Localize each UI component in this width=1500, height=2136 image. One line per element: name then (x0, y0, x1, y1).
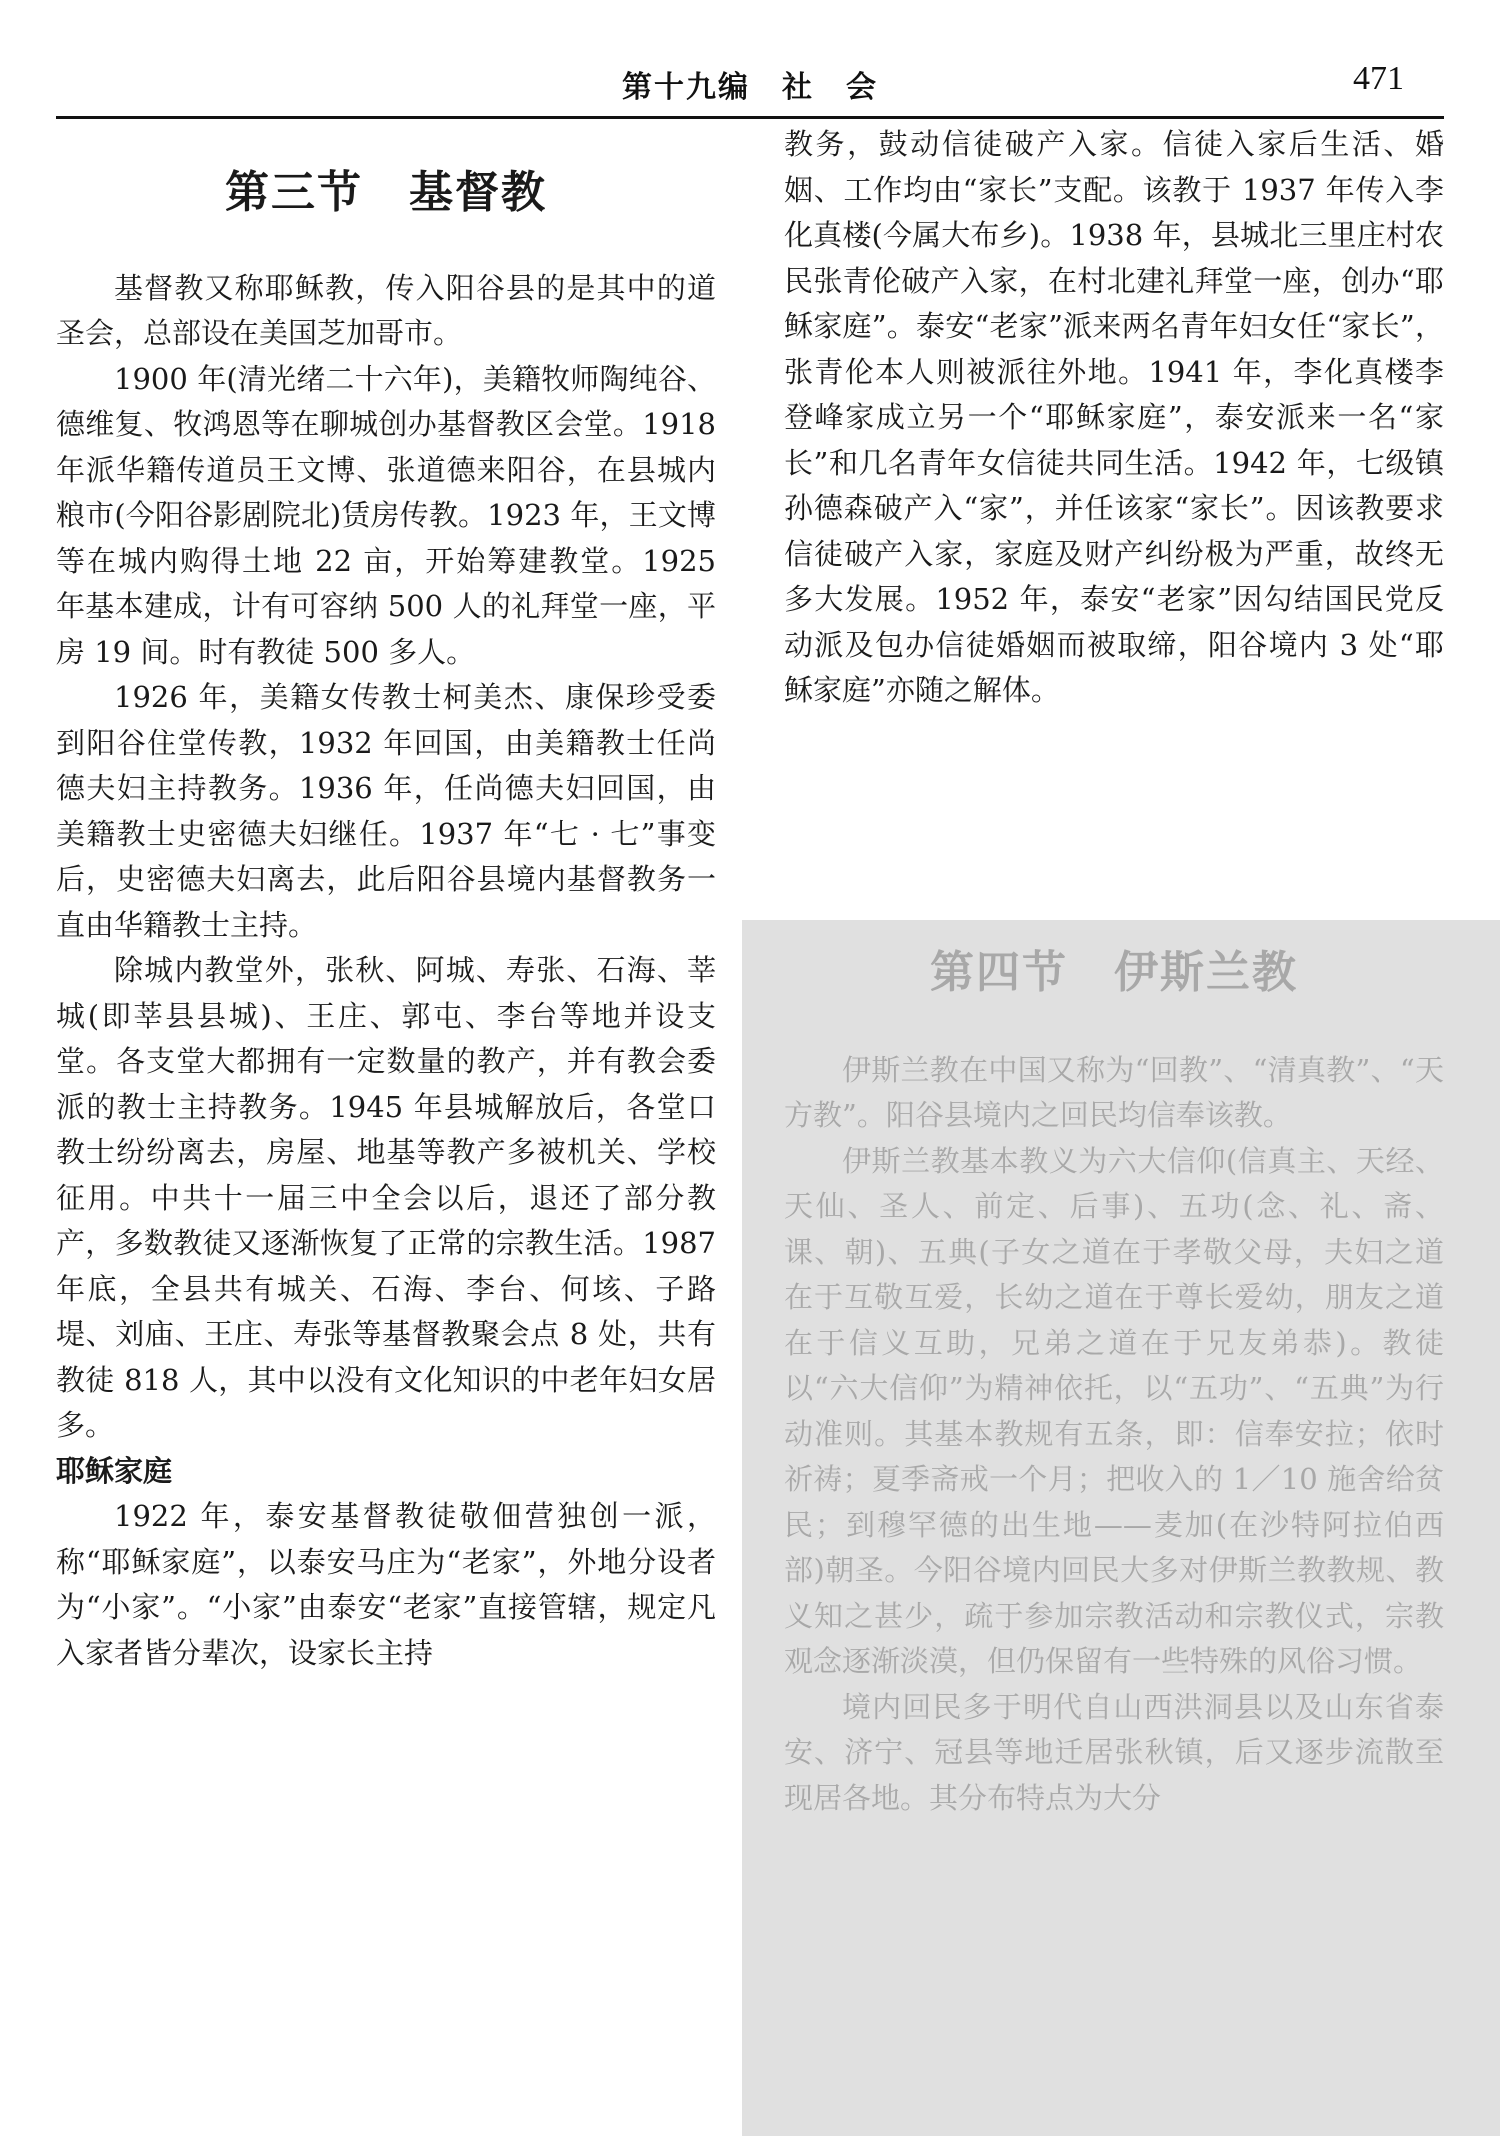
paragraph-continued: 教务，鼓动信徒破产入家。信徒入家后生活、婚姻、工作均由“家长”支配。该教于 1937 年传入李化真楼(今属大布乡)。1938 年，县城北三里庄村农民张青伦破产入家，在村北建礼拜堂一座，创办“耶稣家庭”。泰安“老家”派来两名青年妇女任“家长”，张青伦本人则被派往外地。1941 年，李化真楼李登峰家成立另一个“耶稣家庭”，泰安派来一名“家长”和几名青年女信徒共同生活。1942 年，七级镇孙德森破产入“家”，并任该家“家长”。因该教要求信徒破产入家，家庭及财产纠纷极为严重，故终无多大发展。1952 年，泰安“老家”因勾结国民党反动派及包办信徒婚姻而被取缔，阳谷境内 3 处“耶稣家庭”亦随之解体。 (784, 127, 1444, 707)
header-rule (56, 116, 1444, 119)
paragraph: 伊斯兰教在中国又称为“回教”、“清真教”、“天方教”。阳谷县境内之回民均信奉该教。 (784, 1052, 1444, 1132)
paragraph: 1922 年，泰安基督教徒敬佃营独创一派，称“耶稣家庭”，以泰安马庄为“老家”，外地分设者为“小家”。“小家”由泰安“老家”直接管辖，规定凡入家者皆分辈次，设家长主持 (56, 1499, 716, 1670)
page-number: 471 (1353, 60, 1404, 97)
paragraph: 伊斯兰教基本教义为六大信仰(信真主、天经、天仙、圣人、前定、后事)、五功(念、礼、斋、课、朝)、五典(子女之道在于孝敬父母，夫妇之道在于互敬互爱，长幼之道在于尊长爱幼，朋友之道在于信义互助，兄弟之道在于兄友弟恭)。教徒以“六大信仰”为精神依托，以“五功”、“五典”为行动准则。其基本教规有五条，即：信奉安拉；依时祈祷；夏季斋戒一个月；把收入的 1／10 施舍给贫民；到穆罕德的出生地——麦加(在沙特阿拉伯西部)朝圣。今阳谷境内回民大多对伊斯兰教教规、教义知之甚少，疏于参加宗教活动和宗教仪式，宗教观念逐渐淡漠，但仍保留有一些特殊的风俗习惯。 (784, 1143, 1444, 1678)
section-title-christianity: 第三节 基督教 (225, 167, 547, 218)
paragraph: 境内回民多于明代自山西洪洞县以及山东省泰安、济宁、冠县等地迁居张秋镇，后又逐步流散至现居各地。其分布特点为大分 (784, 1689, 1444, 1815)
right-column-top (784, 122, 1444, 714)
subsection-heading: 耶稣家庭 (56, 1453, 173, 1488)
paragraph: 基督教又称耶稣教，传入阳谷县的是其中的道圣会，总部设在美国芝加哥市。 (56, 270, 716, 350)
paragraph: 1926 年，美籍女传教士柯美杰、康保珍受委到阳谷住堂传教，1932 年回国，由美籍教士任尚德夫妇主持教务。1936 年，任尚德夫妇回国，由美籍教士史密德夫妇继任。1937 年“七 · 七”事变后，史密德夫妇离去，此后阳谷县境内基督教务一直由华籍教士主持。 (56, 680, 716, 942)
running-header (56, 58, 1444, 110)
paragraph: 1900 年(清光绪二十六年)，美籍牧师陶纯谷、德维复、牧鸿恩等在聊城创办基督教区会堂。1918 年派华籍传道员王文博、张道德来阳谷，在县城内粮市(今阳谷影剧院北)赁房传教。1923 年，王文博等在城内购得土地 22 亩，开始筹建教堂。1925 年基本建成，计有可容纳 500 人的礼拜堂一座，平房 19 间。时有教徒 500 多人。 (56, 361, 716, 669)
section-title-islam: 第四节 伊斯兰教 (930, 947, 1298, 998)
running-header-title: 第十九编 社 会 (622, 70, 878, 105)
right-column-islam (784, 947, 1444, 1821)
left-column (56, 160, 716, 1676)
paragraph: 除城内教堂外，张秋、阿城、寿张、石海、莘城(即莘县县城)、王庄、郭屯、李台等地并设支堂。各支堂大都拥有一定数量的教产，并有教会委派的教士主持教务。1945 年县城解放后，各堂口教士纷纷离去，房屋、地基等教产多被机关、学校征用。中共十一届三中全会以后，退还了部分教产，多数教徒又逐渐恢复了正常的宗教生活。1987 年底，全县共有城关、石海、李台、何垓、子路堤、刘庙、王庄、寿张等基督教聚会点 8 处，共有教徒 818 人，其中以没有文化知识的中老年妇女居多。 (56, 953, 716, 1442)
